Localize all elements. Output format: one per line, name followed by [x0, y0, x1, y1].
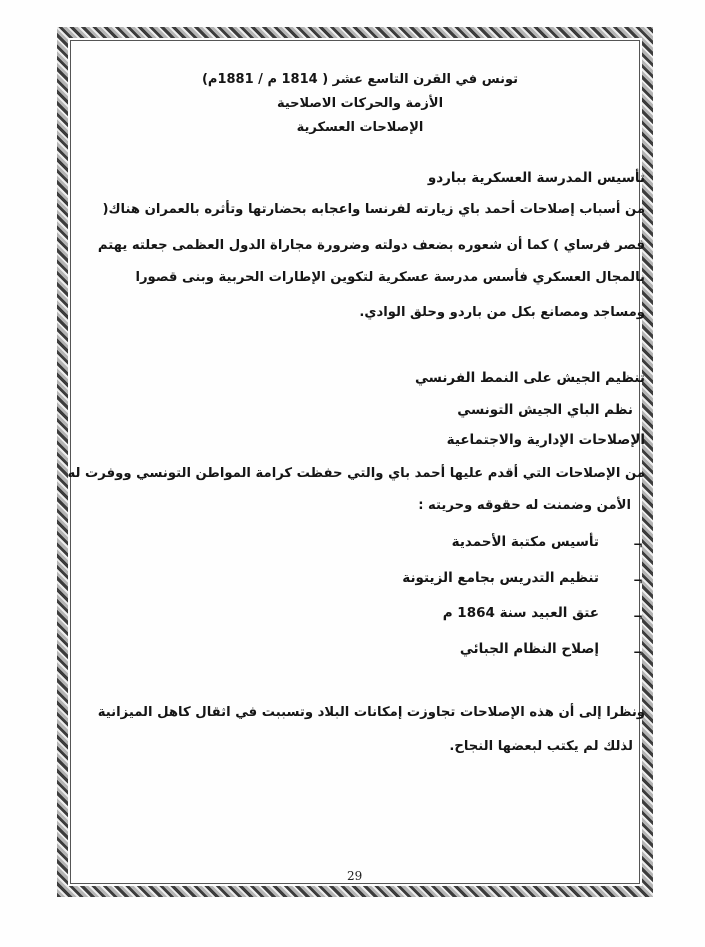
conclusion-line: لذلك لم يكتب لبعضها النجاح.: [449, 739, 633, 754]
heading-admin-reforms: الإصلاحات الإدارية والاجتماعية: [446, 432, 645, 448]
bullet-mark: ¬: [632, 646, 643, 660]
conclusion-line: ونظرا إلى أن هذه الإصلاحات تجاوزت إمكانات البلاد وتسببت في اثقال كاهل الميزانية: [97, 705, 645, 720]
paragraph-line: ومساجد ومصانع بكل من باردو وحلق الوادي.: [359, 305, 645, 320]
section-title: الإصلاحات العسكرية: [296, 120, 424, 135]
paragraph-line: من أسباب إصلاحات أحمد باي زيارته لفرنسا واعجابه بحضارتها وتأثره بالعمران هناك(: [102, 202, 645, 217]
list-item: عتق العبيد سنة 1864 م: [442, 605, 599, 621]
paragraph-line: بالمجال العسكري فأسس مدرسة عسكرية لتكوين الإطارات الحربية وبنى قصورا: [135, 270, 645, 285]
list-item: تنظيم التدريس بجامع الزيتونة: [402, 570, 599, 586]
paragraph-line: قصر فرساي ) كما أن شعوره بضعف دولته وضرورة مجاراة الدول العظمى جعلته يهتم: [97, 238, 645, 253]
bullet-mark: ¬: [632, 610, 643, 624]
page-title: تونس في القرن التاسع عشر ( 1814 م / 1881م): [201, 72, 519, 87]
heading-military-school: تأسيس المدرسة العسكرية بباردو: [427, 170, 645, 186]
page-subtitle: الأزمة والحركات الاصلاحية: [276, 96, 444, 111]
bullet-mark: ¬: [632, 574, 643, 588]
paragraph-line: من الإصلاحات التي أقدم عليها أحمد باي والتي حفظت كرامة المواطن التونسي ووفرت له: [67, 466, 645, 481]
list-item: إصلاح النظام الجبائي: [459, 641, 599, 657]
list-item: تأسيس مكتبة الأحمدية: [451, 534, 599, 550]
heading-army-organization: تنظيم الجيش على النمط الفرنسي: [414, 370, 645, 386]
subheading-army: نظم الباي الجيش التونسي: [457, 402, 633, 418]
paragraph-line: الأمن وضمنت له حقوقه وحريته :: [418, 498, 631, 513]
page-number: 29: [347, 869, 363, 883]
bullet-mark: ¬: [632, 538, 643, 552]
inner-border-line: [70, 40, 640, 884]
